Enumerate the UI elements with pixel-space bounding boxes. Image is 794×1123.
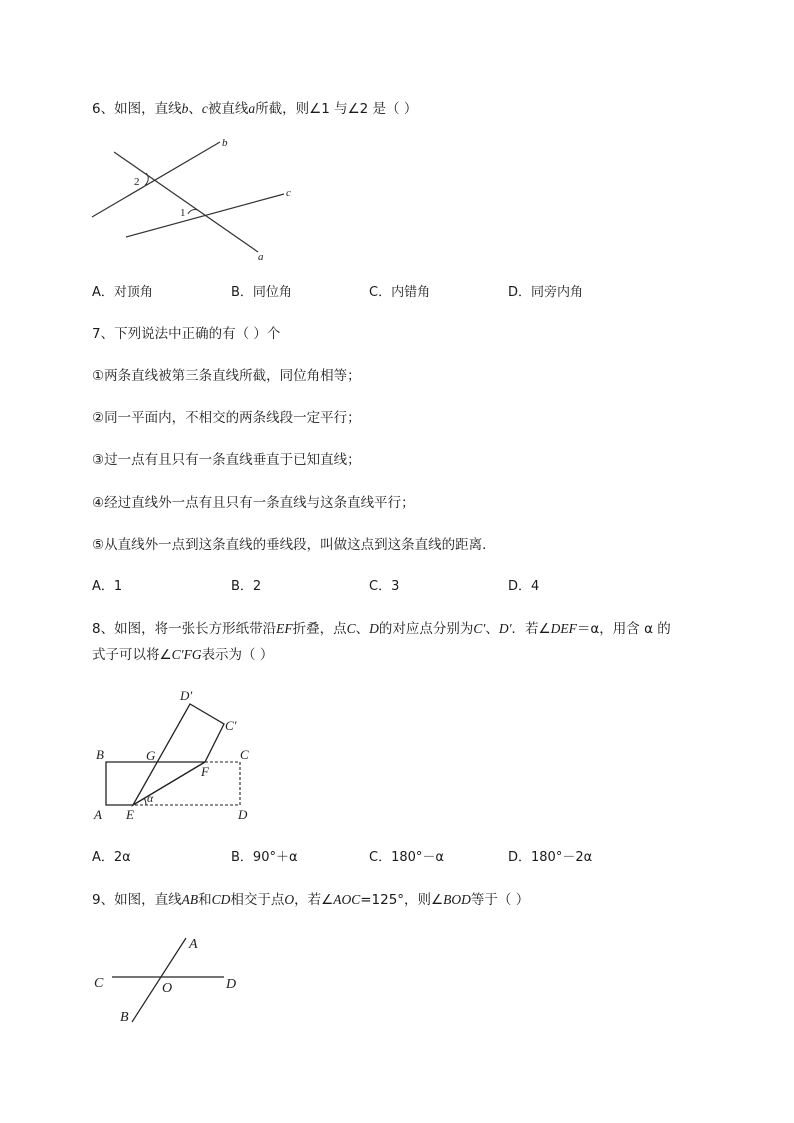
q7-statement-4: ④经过直线外一点有且只有一条直线与这条直线平行； — [92, 495, 415, 511]
q7-statement-2: ②同一平面内，不相交的两条线段一定平行； — [92, 410, 361, 426]
q6-option-b: B．同位角 — [231, 285, 292, 300]
alpha-arc — [144, 798, 146, 805]
q7-stem: 7、下列说法中正确的有（ ）个 — [92, 326, 281, 342]
line-AB — [132, 938, 186, 1022]
label-2: 2 — [134, 176, 140, 188]
label-D: D — [226, 977, 237, 992]
q8-option-d: D．180°－2α — [508, 850, 593, 865]
q8-option-b: B．90°＋α — [231, 850, 298, 865]
label-alpha: α — [147, 791, 154, 805]
label-O: O — [162, 981, 173, 996]
q6-figure — [88, 132, 308, 272]
q6-option-a: A．对顶角 — [92, 285, 153, 300]
label-a: a — [258, 251, 264, 263]
q7-statement-5: ⑤从直线外一点到这条直线的垂线段，叫做这点到这条直线的距离． — [92, 537, 496, 553]
label-C: C — [240, 747, 249, 762]
q8-stem-line2: 式子可以将∠C′FG表示为（ ） — [92, 647, 274, 663]
label-A: A — [189, 937, 198, 952]
label-C: C — [94, 976, 104, 991]
label-A: A — [94, 807, 102, 822]
line-b — [92, 142, 220, 217]
q7-option-c: C．3 — [369, 579, 400, 594]
q7-statement-1: ①两条直线被第三条直线所截，同位角相等； — [92, 368, 361, 384]
q9-figure — [92, 932, 252, 1032]
label-c: c — [286, 187, 291, 199]
q8-option-c: C．180°－α — [369, 850, 444, 865]
q9-stem: 9、如图，直线AB和CD相交于点O，若∠AOC=125°，则∠BOD等于（ ） — [92, 892, 530, 908]
label-E: E — [126, 807, 134, 822]
label-B: B — [120, 1010, 129, 1025]
label-b: b — [222, 137, 228, 149]
q8-stem-line1: 8、如图，将一张长方形纸带沿EF折叠，点C、D的对应点分别为C′、D′．若∠DEF＝α，用含 α 的 — [92, 621, 671, 637]
q6-option-c: C．内错角 — [369, 285, 431, 300]
q7-option-b: B．2 — [231, 579, 262, 594]
label-D: D — [238, 807, 248, 822]
label-1: 1 — [180, 207, 186, 219]
q7-option-d: D．4 — [508, 579, 540, 594]
line-a — [114, 152, 258, 252]
rect-left-part — [106, 762, 205, 805]
label-B: B — [96, 747, 104, 762]
q8-option-a: A．2α — [92, 850, 131, 865]
q7-option-a: A．1 — [92, 579, 123, 594]
angle-1-arc — [188, 209, 198, 214]
q6-option-d: D．同旁内角 — [508, 285, 584, 300]
q7-statement-3: ③过一点有且只有一条直线垂直于已知直线； — [92, 452, 361, 468]
label-C-prime: C′ — [225, 718, 237, 733]
label-F: F — [201, 764, 209, 779]
label-G: G — [146, 748, 156, 763]
q6-stem: 6、如图，直线b、c被直线a所截，则∠1 与∠2 是（ ） — [92, 101, 418, 117]
label-D-prime: D′ — [180, 688, 193, 703]
q8-figure — [92, 686, 272, 826]
